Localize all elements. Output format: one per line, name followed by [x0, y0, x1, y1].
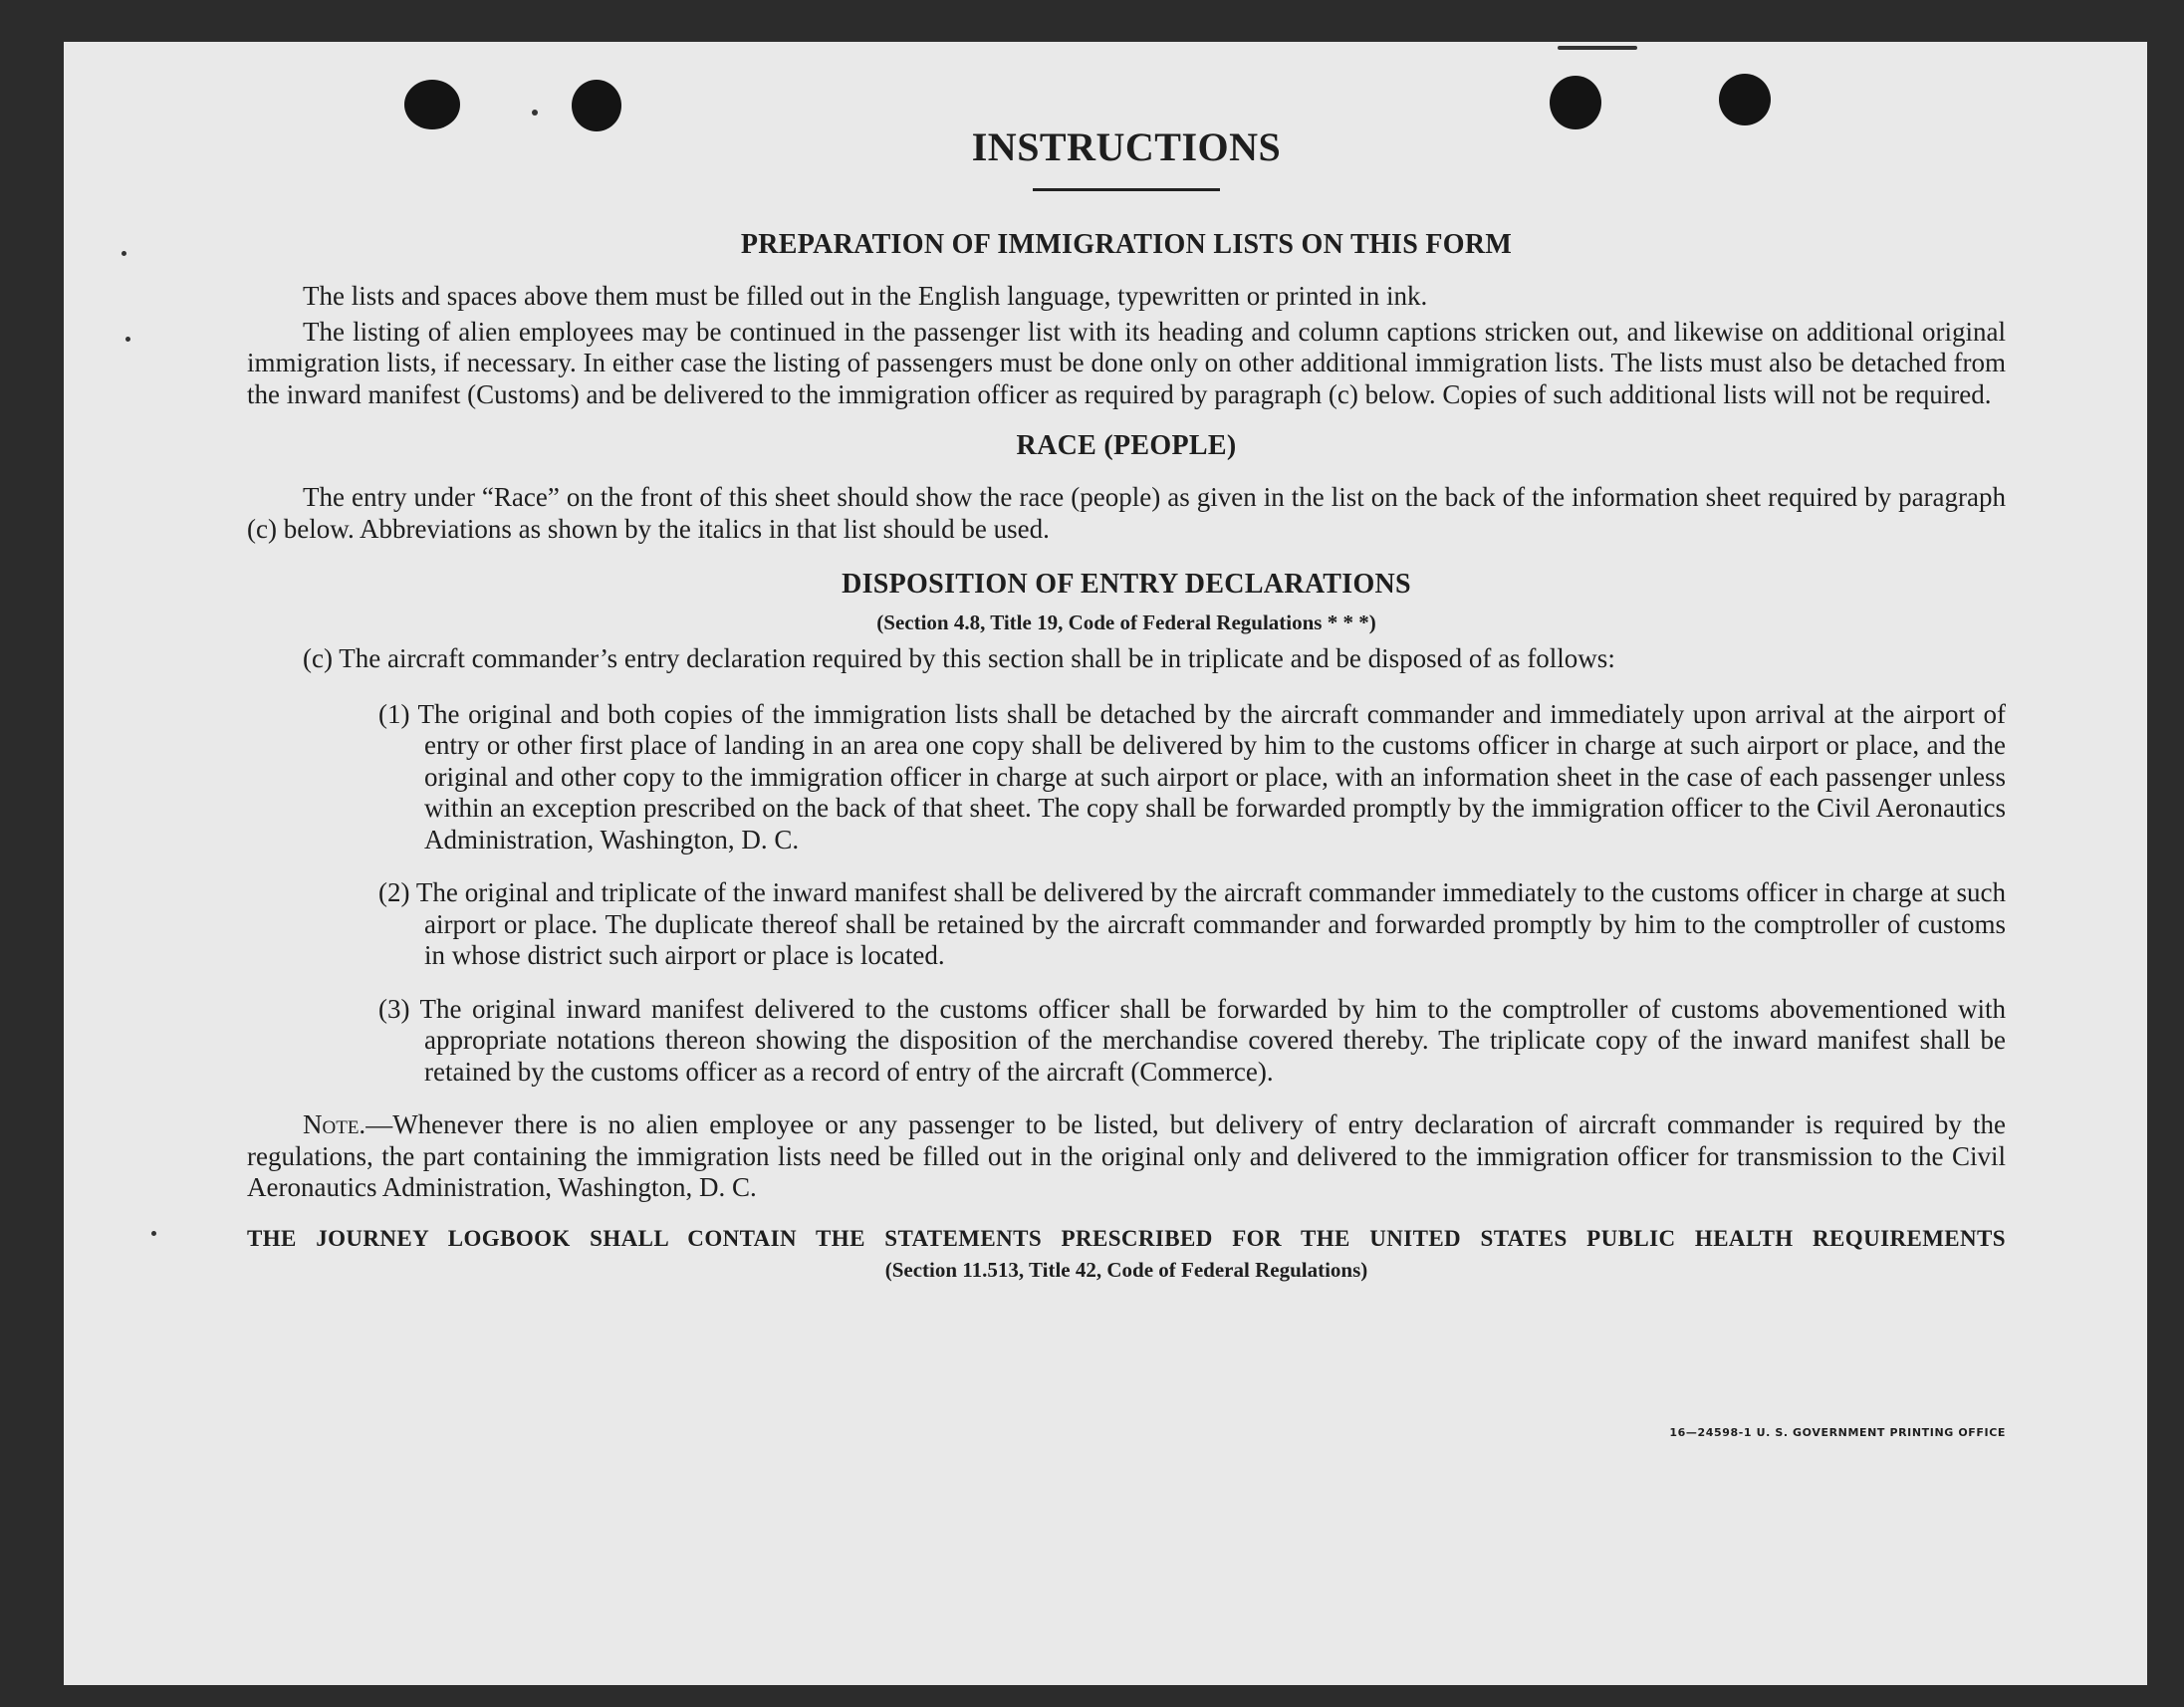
paragraph-c-intro: (c) The aircraft commander’s entry declaration required by this section shall be in triplicate and be disposed of as follows:: [303, 643, 1615, 673]
title-rule: [1033, 188, 1220, 191]
speck: [1558, 46, 1637, 50]
page-title: INSTRUCTIONS: [971, 124, 1282, 169]
speck: [151, 1231, 156, 1236]
heading-race: RACE (PEOPLE): [1016, 430, 1237, 461]
heading-disposition: DISPOSITION OF ENTRY DECLARATIONS: [842, 569, 1411, 600]
document-body: [247, 123, 2006, 1439]
health-citation: (Section 11.513, Title 42, Code of Federal Regulations): [884, 1257, 1368, 1282]
citation-disposition: (Section 4.8, Title 19, Code of Federal Regulations * * *): [876, 610, 1376, 634]
speck: [121, 251, 126, 256]
document-sheet: [64, 42, 2147, 1685]
printer-mark: 16—24598-1 U. S. GOVERNMENT PRINTING OFFICE: [1669, 1426, 2006, 1439]
punch-hole: [1719, 74, 1771, 125]
paragraph-preparation-2: The listing of alien employees may be continued in the passenger list with its heading and column captions stricken out, and likewise on additional original immigration lists, if necessary. In either case the listing of passengers must be done only on other additional immigration lists. The lists must also be detached from the inward manifest (Customs) and be delivered to the immigration officer as required by paragraph (c) below. Copies of such additional lists will not be required.: [247, 316, 2006, 409]
subparagraph-1: (1) The original and both copies of the immigration lists shall be detached by the aircraft commander and immediately upon arrival at the airport of entry or other first place of landing in an area one copy shall be delivered by him to the customs officer in charge at such airport or place, and the original and other copy to the immigration officer in charge at such airport or place, with an information sheet in the case of each passenger unless within an exception prescribed on the back of that sheet. The copy shall be forwarded promptly by the immigration officer to the Civil Aeronautics Administration, Washington, D. C.: [378, 698, 2006, 854]
heading-preparation: PREPARATION OF IMMIGRATION LISTS ON THIS FORM: [740, 229, 1513, 260]
note-text: —Whenever there is no alien employee or any passenger to be listed, but delivery of entry declaration of aircraft commander is required by the regulations, the part containing the immigration lists need be filled out in the original only and delivered to the immigration officer for transmission to the Civil Aeronautics Administration, Washington, D. C.: [247, 1109, 2006, 1202]
subparagraph-3: (3) The original inward manifest delivered to the customs officer shall be forwarded by him to the comptroller of customs abovementioned with appropriate notations thereon showing the disposition of the merchandise covered thereby. The triplicate copy of the inward manifest shall be retained by the customs officer as a record of entry of the aircraft (Commerce).: [378, 993, 2006, 1087]
speck: [532, 110, 538, 116]
paragraph-preparation-1: The lists and spaces above them must be filled out in the English language, typewritten or printed in ink.: [303, 281, 1428, 311]
punch-hole: [1550, 76, 1601, 129]
punch-hole: [404, 80, 460, 129]
subparagraph-2: (2) The original and triplicate of the inward manifest shall be delivered by the aircraft commander immediately to the customs officer in charge at such airport or place. The duplicate thereof shall be retained by the aircraft commander and forwarded promptly by him to the comptroller of customs in whose district such airport or place is located.: [378, 877, 2006, 970]
note-paragraph: [247, 1109, 2006, 1204]
note-lead: Note.: [303, 1109, 366, 1139]
speck: [125, 337, 130, 342]
paragraph-race: The entry under “Race” on the front of this sheet should show the race (people) as given in the list on the back of the information sheet required by paragraph (c) below. Abbreviations as shown by the italics in that list should be used.: [247, 482, 2006, 544]
health-statement: THE JOURNEY LOGBOOK SHALL CONTAIN THE STATEMENTS PRESCRIBED FOR THE UNITED STATES PUBLIC HEALTH REQUIREMENTS: [247, 1225, 2006, 1251]
